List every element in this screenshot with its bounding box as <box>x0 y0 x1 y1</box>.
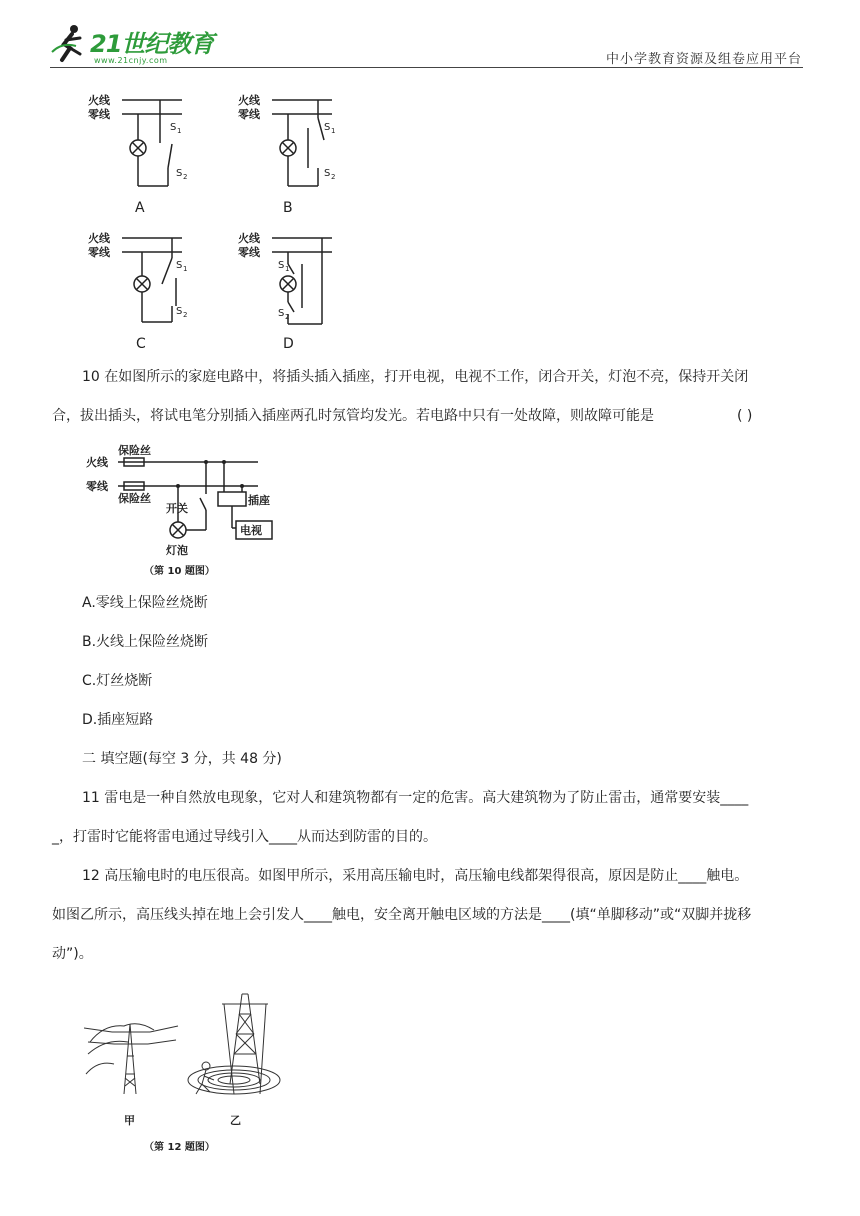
q12-line1: 12 高压输电时的电压很高。如图甲所示，采用高压输电时，高压输电线都架得很高，原因是防止____触电。 <box>82 868 749 884</box>
q10-option-a: A.零线上保险丝烧断 <box>82 595 208 611</box>
svg-text:S: S <box>170 122 177 133</box>
logo-url: www.21cnjy.com <box>94 56 168 65</box>
svg-text:1: 1 <box>331 127 336 135</box>
platform-name: 中小学教育资源及组卷应用平台 <box>605 52 802 67</box>
q10-option-c: C.灯丝烧断 <box>82 673 153 689</box>
svg-text:保险丝: 保险丝 <box>118 444 151 457</box>
svg-text:2: 2 <box>183 311 188 319</box>
svg-text:2: 2 <box>331 173 336 181</box>
svg-text:火线: 火线 <box>238 232 260 245</box>
q12-illustration <box>84 984 294 1156</box>
q12-line3: 动”)。 <box>52 946 93 962</box>
svg-text:乙: 乙 <box>230 1114 241 1127</box>
svg-text:火线: 火线 <box>88 232 110 245</box>
q12-line2: 如图乙所示，高压线头掉在地上会引发人____触电，安全离开触电区域的方法是____(填“单脚移动”或“双脚并拢移 <box>52 907 752 923</box>
logo-text: 21世纪教育 <box>90 30 214 58</box>
section-fill-in-title: 二 填空题(每空 3 分，共 48 分) <box>82 751 282 767</box>
svg-text:S: S <box>176 260 183 271</box>
q10-option-d: D.插座短路 <box>82 712 154 728</box>
q11-line2: _，打雷时它能将雷电通过导线引入____从而达到防雷的目的。 <box>52 829 437 845</box>
svg-text:2: 2 <box>183 173 188 181</box>
q9-diagrams <box>80 88 360 358</box>
svg-text:1: 1 <box>285 265 290 273</box>
header-divider <box>50 67 803 68</box>
svg-text:开关: 开关 <box>166 502 188 515</box>
q10-circuit-diagram <box>82 440 282 582</box>
svg-text:D: D <box>283 336 294 352</box>
svg-text:零线: 零线 <box>86 480 108 493</box>
svg-text:灯泡: 灯泡 <box>166 544 188 557</box>
q10-line1: 10 在如图所示的家庭电路中，将插头插入插座，打开电视，电视不工作，闭合开关，灯泡不亮，保持开关闭 <box>82 369 749 385</box>
svg-text:火线: 火线 <box>88 94 110 107</box>
svg-text:零线: 零线 <box>238 246 260 259</box>
svg-text:S: S <box>176 168 183 179</box>
svg-text:（第 10 题图）: （第 10 题图） <box>144 566 215 577</box>
q10-answer-bracket: ( ) <box>737 408 753 424</box>
logo <box>50 22 220 68</box>
svg-text:电视: 电视 <box>240 524 262 537</box>
svg-text:S: S <box>176 306 183 317</box>
runner-logo-icon <box>50 22 90 66</box>
svg-text:S: S <box>278 308 285 319</box>
svg-text:S: S <box>324 168 331 179</box>
svg-text:零线: 零线 <box>88 246 110 259</box>
svg-text:火线: 火线 <box>86 456 108 469</box>
svg-text:火线: 火线 <box>238 94 260 107</box>
svg-text:（第 12 题图）: （第 12 题图） <box>144 1142 215 1153</box>
svg-text:B: B <box>283 200 293 216</box>
svg-text:甲: 甲 <box>124 1114 135 1127</box>
svg-text:零线: 零线 <box>88 108 110 121</box>
svg-text:C: C <box>136 336 146 352</box>
svg-text:1: 1 <box>183 265 188 273</box>
page-header <box>0 0 860 70</box>
svg-text:1: 1 <box>177 127 182 135</box>
q11-line1: 11 雷电是一种自然放电现象，它对人和建筑物都有一定的危害。高大建筑物为了防止雷击，通常要安装____ <box>82 790 749 806</box>
svg-text:S: S <box>324 122 331 133</box>
svg-text:保险丝: 保险丝 <box>118 492 151 505</box>
svg-text:插座: 插座 <box>248 494 270 507</box>
svg-text:S: S <box>278 260 285 271</box>
svg-text:2: 2 <box>285 313 290 321</box>
q10-option-b: B.火线上保险丝烧断 <box>82 634 209 650</box>
svg-text:A: A <box>135 200 145 216</box>
q10-line2: 合，拔出插头，将试电笔分别插入插座两孔时氖管均发光。若电路中只有一处故障，则故障可能是 <box>52 408 654 424</box>
svg-text:零线: 零线 <box>238 108 260 121</box>
